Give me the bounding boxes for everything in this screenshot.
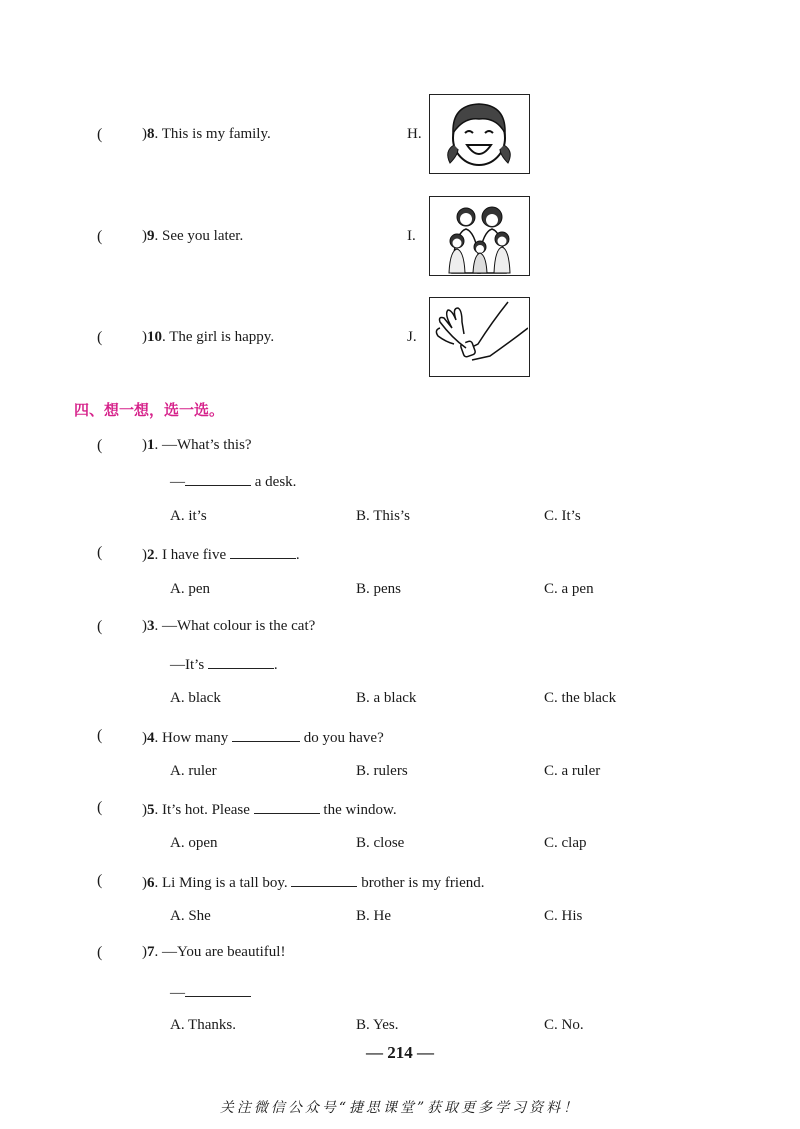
option-b[interactable]: B. This’s xyxy=(356,508,410,524)
answer-prefix: — xyxy=(170,985,185,1001)
option-a[interactable]: A. black xyxy=(170,690,221,706)
answer-paren-open: ( xyxy=(97,329,103,346)
answer-suffix: a desk. xyxy=(251,474,297,490)
answer-paren-open: ( xyxy=(97,437,103,454)
option-c[interactable]: C. the black xyxy=(544,690,617,706)
answer-blank[interactable] xyxy=(254,799,320,814)
question-number: 1 xyxy=(147,437,155,453)
section-title: 四、想一想，选一选。 xyxy=(74,401,225,419)
answer-paren-close: ) xyxy=(142,875,147,891)
question-1 xyxy=(142,437,252,454)
matching-item-8 xyxy=(142,126,271,143)
answer-paren-open: ( xyxy=(97,799,103,816)
page-number: — 214 — xyxy=(366,1043,434,1062)
option-a[interactable]: A. ruler xyxy=(170,763,217,779)
picture-letter: I. xyxy=(407,228,416,244)
option-b[interactable]: B. He xyxy=(356,908,391,924)
question-6 xyxy=(142,872,485,892)
question-4 xyxy=(142,727,384,747)
answer-paren-open: ( xyxy=(97,126,103,143)
answer-paren-close: ) xyxy=(142,437,147,453)
option-b[interactable]: B. rulers xyxy=(356,763,408,779)
matching-item-10 xyxy=(142,329,274,346)
answer-blank[interactable] xyxy=(185,982,251,997)
question-stem-end: do you have? xyxy=(300,730,384,746)
question-5 xyxy=(142,799,397,819)
item-sentence: . This is my family. xyxy=(154,126,271,142)
item-sentence: . The girl is happy. xyxy=(162,329,275,345)
question-stem-end: the window. xyxy=(319,802,397,818)
question-3-answer-line xyxy=(170,654,278,674)
answer-paren-close: ) xyxy=(142,944,147,960)
option-b[interactable]: B. pens xyxy=(356,581,401,597)
item-number: 10 xyxy=(147,329,162,345)
question-1-answer-line xyxy=(170,471,296,491)
girl-smiling-face-icon xyxy=(429,94,530,174)
item-number: 8 xyxy=(147,126,155,142)
clapping-hands-icon xyxy=(429,297,530,377)
answer-paren-open: ( xyxy=(97,872,103,889)
option-c[interactable]: C. No. xyxy=(544,1017,584,1033)
question-stem: . —You are beautiful! xyxy=(154,944,286,960)
option-a[interactable]: A. pen xyxy=(170,581,210,597)
option-a[interactable]: A. She xyxy=(170,908,211,924)
picture-letter: J. xyxy=(407,329,417,345)
question-number: 5 xyxy=(147,802,155,818)
option-a[interactable]: A. Thanks. xyxy=(170,1017,236,1033)
option-b[interactable]: B. Yes. xyxy=(356,1017,399,1033)
question-stem: . Li Ming is a tall boy. xyxy=(154,875,292,891)
answer-blank[interactable] xyxy=(230,544,296,559)
question-7-answer-line xyxy=(170,982,251,1002)
question-2 xyxy=(142,544,300,564)
item-sentence: . See you later. xyxy=(154,228,244,244)
option-c[interactable]: C. clap xyxy=(544,835,587,851)
option-c[interactable]: C. a pen xyxy=(544,581,594,597)
answer-prefix: — xyxy=(170,474,185,490)
answer-blank[interactable] xyxy=(232,727,300,742)
matching-item-9 xyxy=(142,228,243,245)
answer-paren-close: ) xyxy=(142,547,147,563)
answer-suffix: . xyxy=(273,657,278,673)
answer-paren-open: ( xyxy=(97,944,103,961)
question-number: 3 xyxy=(147,618,155,634)
question-stem: . —What’s this? xyxy=(154,437,252,453)
answer-paren-open: ( xyxy=(97,618,103,635)
question-stem-end: brother is my friend. xyxy=(357,875,485,891)
option-b[interactable]: B. a black xyxy=(356,690,417,706)
option-a[interactable]: A. it’s xyxy=(170,508,207,524)
answer-blank[interactable] xyxy=(291,872,357,887)
option-b[interactable]: B. close xyxy=(356,835,405,851)
answer-blank[interactable] xyxy=(185,471,251,486)
answer-paren-close: ) xyxy=(142,802,147,818)
answer-paren-close: ) xyxy=(142,618,147,634)
picture-letter: H. xyxy=(407,126,422,142)
question-number: 4 xyxy=(147,730,155,746)
answer-paren-open: ( xyxy=(97,544,103,561)
question-stem-end: . xyxy=(295,547,300,563)
question-number: 6 xyxy=(147,875,155,891)
option-c[interactable]: C. It’s xyxy=(544,508,581,524)
question-stem: . I have five xyxy=(154,547,230,563)
question-7 xyxy=(142,944,285,961)
answer-paren-close: ) xyxy=(142,329,147,345)
question-stem: . How many xyxy=(154,730,232,746)
item-number: 9 xyxy=(147,228,155,244)
question-stem: . It’s hot. Please xyxy=(154,802,254,818)
option-c[interactable]: C. His xyxy=(544,908,583,924)
question-3 xyxy=(142,618,315,635)
option-a[interactable]: A. open xyxy=(170,835,218,851)
answer-paren-close: ) xyxy=(142,730,147,746)
option-c[interactable]: C. a ruler xyxy=(544,763,601,779)
question-stem: . —What colour is the cat? xyxy=(154,618,316,634)
footer-note: 关注微信公众号“捷思课堂”获取更多学习资料！ xyxy=(219,1100,581,1116)
answer-blank[interactable] xyxy=(208,654,274,669)
answer-paren-close: ) xyxy=(142,126,147,142)
answer-paren-open: ( xyxy=(97,727,103,744)
answer-paren-open: ( xyxy=(97,228,103,245)
answer-paren-close: ) xyxy=(142,228,147,244)
family-group-icon xyxy=(429,196,530,276)
question-number: 7 xyxy=(147,944,155,960)
answer-prefix: —It’s xyxy=(170,657,208,673)
question-number: 2 xyxy=(147,547,155,563)
